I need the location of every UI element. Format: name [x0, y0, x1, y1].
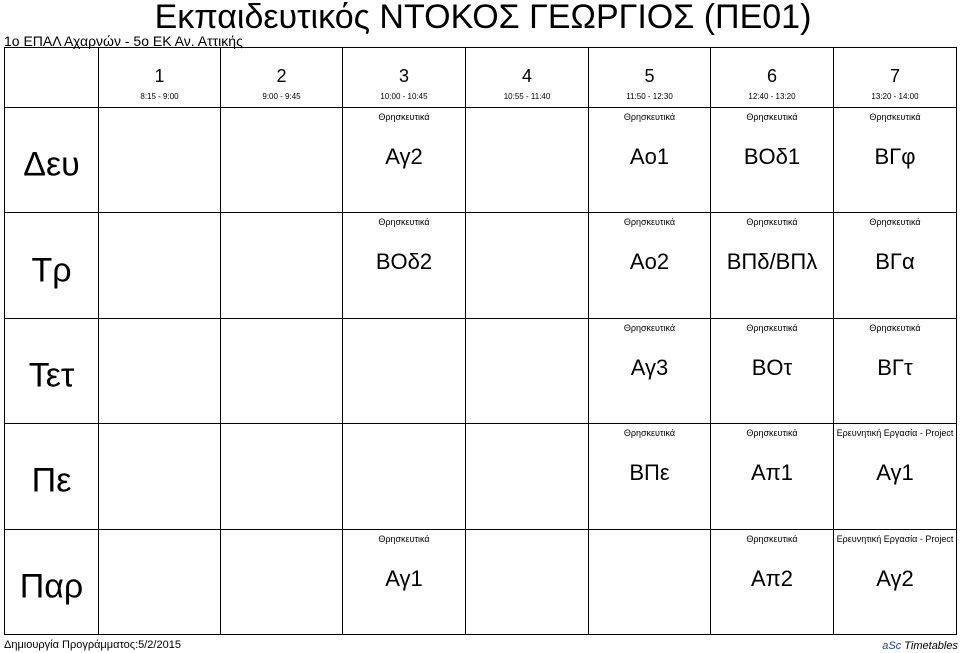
lesson-cell	[711, 529, 834, 634]
period-number: 2	[276, 66, 287, 86]
lesson-subject: Θρησκευτικά	[746, 217, 798, 228]
lesson-cell	[711, 213, 834, 318]
lesson-cell	[589, 318, 711, 423]
lesson-class: ΒΠε	[629, 460, 670, 486]
lesson-cell	[99, 318, 221, 423]
lesson-cell	[99, 424, 221, 529]
brand-name: aSc	[882, 640, 902, 652]
lesson-cell	[466, 424, 589, 529]
period-time: 12:40 - 13:20	[748, 92, 796, 101]
product-name: Timetables	[901, 640, 958, 652]
period-time: 11:50 - 12:30	[626, 92, 673, 101]
lesson-class: Αγ3	[630, 354, 669, 380]
period-header-4	[466, 48, 589, 108]
period-header-3	[343, 48, 466, 108]
lesson-subject: Θρησκευτικά	[746, 322, 798, 333]
lesson-class: Απ2	[750, 565, 794, 591]
day-row	[5, 529, 957, 634]
day-name: Πε	[31, 461, 72, 500]
lesson-cell	[343, 213, 466, 318]
period-header-7	[834, 48, 957, 108]
lesson-cell	[343, 424, 466, 529]
lesson-cell	[711, 424, 834, 529]
creation-date: Δημιουργία Προγράμματος:5/2/2015	[4, 639, 181, 651]
lesson-subject: Θρησκευτικά	[378, 217, 430, 228]
lesson-class: ΒΟδ2	[375, 249, 433, 275]
lesson-subject: Θρησκευτικά	[623, 322, 676, 333]
lesson-class: ΒΠδ/ΒΠλ	[726, 249, 818, 275]
lesson-subject: Ερευνητική Εργασία - Project	[836, 428, 954, 439]
page-title: Εκπαιδευτικός ΝΤΟΚΟΣ ΓΕΩΡΓΙΟΣ (ΠΕ01)	[154, 0, 812, 36]
period-header-row	[5, 48, 957, 108]
lesson-class: ΒΟτ	[751, 354, 793, 380]
lesson-subject: Θρησκευτικά	[378, 112, 430, 122]
period-number: 7	[889, 66, 900, 86]
period-header-5	[589, 48, 711, 108]
period-time: 8:15 - 9:00	[140, 92, 179, 101]
period-number: 4	[521, 66, 532, 86]
day-cell	[5, 108, 99, 213]
lesson-cell	[221, 424, 343, 529]
lesson-cell	[221, 318, 343, 423]
lesson-cell	[589, 529, 711, 634]
lesson-cell	[99, 529, 221, 634]
corner-cell	[5, 48, 99, 108]
lesson-cell	[834, 108, 957, 213]
period-time: 9:00 - 9:45	[262, 92, 301, 101]
day-name: Δευ	[23, 145, 80, 184]
lesson-cell	[834, 318, 957, 423]
day-cell	[5, 213, 99, 318]
period-header-2	[221, 48, 343, 108]
period-number: 3	[398, 66, 409, 86]
lesson-class: Αο2	[629, 249, 670, 275]
day-row	[5, 213, 957, 318]
lesson-cell	[466, 529, 589, 634]
lesson-cell	[466, 318, 589, 423]
period-time: 10:55 - 11:40	[503, 92, 551, 101]
period-time: 13:20 - 14:00	[871, 92, 919, 101]
lesson-subject: Θρησκευτικά	[623, 112, 676, 122]
lesson-cell	[834, 213, 957, 318]
period-time: 10:00 - 10:45	[380, 92, 428, 101]
lesson-subject: Θρησκευτικά	[378, 533, 430, 544]
day-cell	[5, 529, 99, 634]
day-name: Παρ	[19, 567, 84, 606]
lesson-cell	[221, 108, 343, 213]
lesson-subject: Θρησκευτικά	[623, 428, 676, 439]
lesson-cell	[711, 108, 834, 213]
lesson-subject: Θρησκευτικά	[869, 217, 921, 228]
period-number: 1	[154, 66, 165, 86]
period-number: 5	[644, 66, 655, 86]
lesson-cell	[221, 529, 343, 634]
lesson-subject: Θρησκευτικά	[746, 112, 798, 122]
lesson-cell	[343, 108, 466, 213]
lesson-cell	[343, 529, 466, 634]
lesson-class: Αγ1	[876, 460, 914, 486]
lesson-cell	[99, 213, 221, 318]
lesson-class: Αγ2	[876, 565, 914, 591]
day-row	[5, 318, 957, 423]
timetable	[4, 47, 957, 635]
lesson-class: ΒΓτ	[877, 354, 913, 380]
lesson-subject: Θρησκευτικά	[623, 217, 676, 228]
lesson-class: Απ1	[750, 460, 794, 486]
day-row	[5, 424, 957, 529]
lesson-class: Αο1	[629, 144, 670, 169]
period-number: 6	[766, 66, 777, 86]
lesson-class: ΒΓφ	[874, 144, 916, 169]
lesson-cell	[711, 318, 834, 423]
lesson-subject: Θρησκευτικά	[869, 322, 921, 333]
lesson-subject: Ερευνητική Εργασία - Project	[836, 533, 954, 544]
period-header-1	[99, 48, 221, 108]
lesson-cell	[99, 108, 221, 213]
lesson-cell	[466, 213, 589, 318]
lesson-cell	[589, 108, 711, 213]
lesson-cell	[221, 213, 343, 318]
lesson-cell	[589, 424, 711, 529]
lesson-class: Αγ1	[385, 565, 423, 591]
day-cell	[5, 318, 99, 423]
lesson-subject: Θρησκευτικά	[746, 533, 798, 544]
lesson-class: ΒΓα	[875, 249, 915, 275]
day-name: Τετ	[28, 356, 75, 395]
software-credit	[882, 640, 958, 653]
lesson-cell	[834, 424, 957, 529]
lesson-class: ΒΟδ1	[743, 144, 801, 169]
school-name: 1ο ΕΠΑΛ Αχαρνών - 5ο ΕΚ Αν. Αττικής	[4, 33, 243, 49]
lesson-cell	[466, 108, 589, 213]
lesson-subject: Θρησκευτικά	[869, 112, 921, 122]
lesson-class: Αγ2	[385, 144, 423, 169]
day-name: Τρ	[31, 250, 72, 289]
day-cell	[5, 424, 99, 529]
lesson-cell	[834, 529, 957, 634]
lesson-subject: Θρησκευτικά	[746, 428, 798, 439]
period-header-6	[711, 48, 834, 108]
lesson-cell	[589, 213, 711, 318]
lesson-cell	[343, 318, 466, 423]
day-row	[5, 108, 957, 213]
